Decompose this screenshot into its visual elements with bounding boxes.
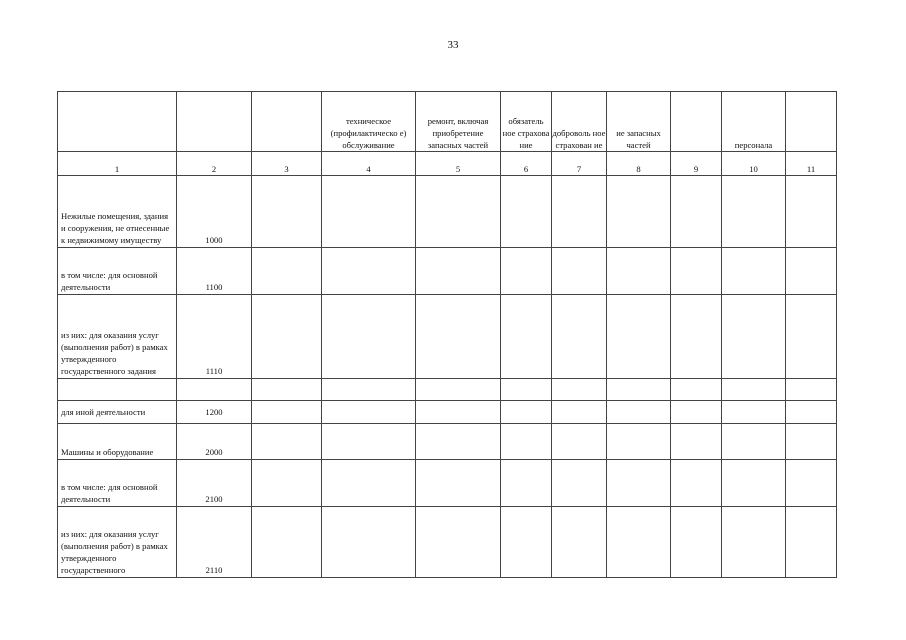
column-number: 3 [252, 152, 322, 176]
table-row [58, 295, 837, 379]
table-cell [252, 295, 322, 379]
table-cell [252, 460, 322, 507]
table-cell [552, 424, 607, 460]
table-cell [322, 507, 416, 578]
table-cell [322, 295, 416, 379]
table-cell [671, 295, 722, 379]
table-cell [671, 424, 722, 460]
table-cell [552, 176, 607, 248]
column-number: 4 [322, 152, 416, 176]
table-cell [671, 507, 722, 578]
table-cell [722, 379, 786, 401]
column-number-row [58, 152, 837, 176]
table-cell [607, 295, 671, 379]
table-cell [607, 401, 671, 424]
table-cell [416, 424, 501, 460]
table-cell [722, 295, 786, 379]
table-cell [501, 507, 552, 578]
table-cell [671, 460, 722, 507]
column-number: 10 [722, 152, 786, 176]
table-cell [786, 507, 837, 578]
row-code: 2100 [177, 460, 252, 507]
table-cell [786, 295, 837, 379]
table-cell [322, 460, 416, 507]
table-cell [552, 248, 607, 295]
table-cell [501, 401, 552, 424]
header-cell-repair: ремонт, включая приобретение запасных частей [416, 92, 501, 152]
table-row [58, 176, 837, 248]
table-row-empty [58, 379, 837, 401]
row-code: 1110 [177, 295, 252, 379]
table-cell [607, 248, 671, 295]
header-cell-voluntary-insurance: доброволь ное страхован ие [552, 92, 607, 152]
table-cell [322, 424, 416, 460]
row-label: Нежилые помещения, здания и сооружения, не отнесенные к недвижимому имуществу [58, 176, 177, 248]
table-cell [552, 379, 607, 401]
table-cell [722, 507, 786, 578]
table-cell [252, 401, 322, 424]
table-cell [786, 424, 837, 460]
table-cell [786, 248, 837, 295]
table-cell [671, 379, 722, 401]
table-cell [252, 176, 322, 248]
page-number: 33 [447, 39, 459, 51]
table-row [58, 248, 837, 295]
column-number: 8 [607, 152, 671, 176]
report-table [57, 91, 837, 578]
table-cell [252, 248, 322, 295]
header-cell [671, 92, 722, 152]
table-cell [607, 460, 671, 507]
header-cell-mandatory-insurance: обязатель ное страхова ние [501, 92, 552, 152]
table-cell [722, 424, 786, 460]
table-row [58, 507, 837, 578]
row-code: 2000 [177, 424, 252, 460]
column-number: 5 [416, 152, 501, 176]
row-label [58, 379, 177, 401]
row-label: в том числе: для основной деятельности [58, 460, 177, 507]
header-cell [58, 92, 177, 152]
table-cell [416, 507, 501, 578]
table-cell [322, 379, 416, 401]
table-cell [786, 176, 837, 248]
header-cell-personnel: персонала [722, 92, 786, 152]
table-cell [416, 176, 501, 248]
table-cell [671, 401, 722, 424]
table-cell [786, 379, 837, 401]
row-label: в том числе: для основной деятельности [58, 248, 177, 295]
table-cell [786, 460, 837, 507]
column-number: 6 [501, 152, 552, 176]
header-cell [177, 92, 252, 152]
table-cell [552, 401, 607, 424]
table-cell [607, 507, 671, 578]
table-cell [416, 295, 501, 379]
table-cell [322, 248, 416, 295]
column-number: 2 [177, 152, 252, 176]
table-cell [552, 507, 607, 578]
row-label: для иной деятельности [58, 401, 177, 424]
table-cell [322, 401, 416, 424]
table-cell [671, 176, 722, 248]
table-cell [501, 295, 552, 379]
row-code: 2110 [177, 507, 252, 578]
table-cell [722, 176, 786, 248]
table-cell [552, 295, 607, 379]
table-cell [416, 460, 501, 507]
table-row [58, 401, 837, 424]
table-row [58, 460, 837, 507]
table-cell [786, 401, 837, 424]
table-cell [722, 460, 786, 507]
row-label: Машины и оборудование [58, 424, 177, 460]
row-code: 1200 [177, 401, 252, 424]
table-cell [416, 379, 501, 401]
header-cell [252, 92, 322, 152]
table-cell [607, 379, 671, 401]
table-cell [607, 176, 671, 248]
row-code: 1000 [177, 176, 252, 248]
table-cell [252, 424, 322, 460]
column-number: 1 [58, 152, 177, 176]
column-number: 7 [552, 152, 607, 176]
table-cell [252, 379, 322, 401]
table-header-row [58, 92, 837, 152]
table-cell [552, 460, 607, 507]
table-cell [416, 248, 501, 295]
table-cell [322, 176, 416, 248]
header-cell [786, 92, 837, 152]
table-cell [607, 424, 671, 460]
table-cell [722, 248, 786, 295]
row-code [177, 379, 252, 401]
table-row [58, 424, 837, 460]
table-cell [501, 460, 552, 507]
table-cell [501, 379, 552, 401]
table-cell [671, 248, 722, 295]
row-label: из них: для оказания услуг (выполнения работ) в рамках утвержденного государственного задания [58, 295, 177, 379]
header-cell-maintenance: техническое (профилактическо е) обслуживание [322, 92, 416, 152]
row-code: 1100 [177, 248, 252, 295]
table-cell [722, 401, 786, 424]
table-cell [501, 248, 552, 295]
table-cell [416, 401, 501, 424]
table-cell [501, 424, 552, 460]
table-cell [252, 507, 322, 578]
header-cell-spare-parts: ие запасных частей [607, 92, 671, 152]
column-number: 11 [786, 152, 837, 176]
table-cell [501, 176, 552, 248]
row-label: из них: для оказания услуг (выполнения работ) в рамках утвержденного государственного [58, 507, 177, 578]
column-number: 9 [671, 152, 722, 176]
